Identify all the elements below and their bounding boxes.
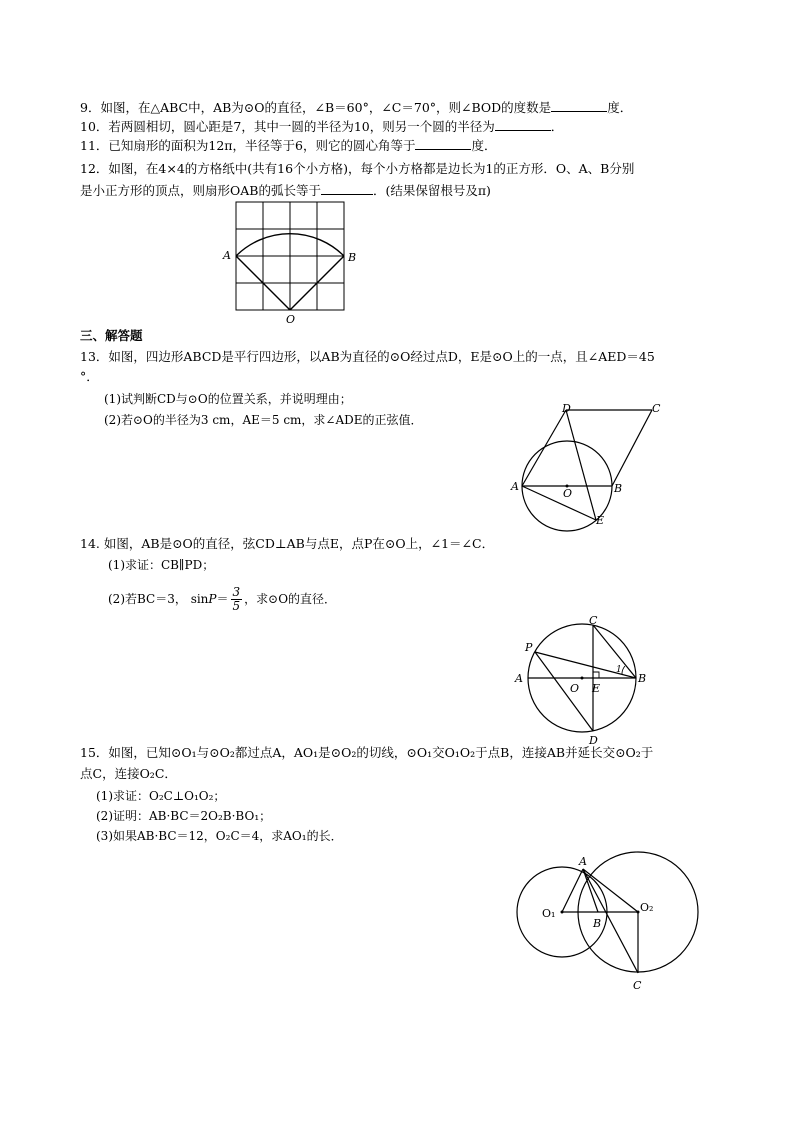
question-14-part-2-text: (2)若BC＝3，	[108, 592, 187, 606]
sin-variable: P	[208, 592, 217, 606]
label-a: A	[579, 855, 587, 868]
fraction-numerator: 3	[232, 585, 241, 599]
label-c: C	[652, 402, 661, 415]
label-c: C	[589, 614, 598, 627]
center-point-o	[581, 677, 584, 680]
label-b: B	[593, 917, 602, 930]
label-o2: O₂	[640, 901, 654, 914]
q12-grid-figure	[220, 196, 360, 326]
question-11-suffix: 度．	[471, 138, 497, 153]
side-cb	[612, 410, 652, 486]
segment-ac	[583, 869, 638, 973]
question-9	[80, 99, 632, 117]
question-15-part-1: (1)求证：O₂C⊥O₁O₂；	[96, 789, 226, 803]
label-c: C	[633, 979, 642, 992]
label-o: O	[570, 682, 580, 695]
question-15-part-2: (2)证明：AB·BC＝2O₂B·BO₁；	[96, 809, 272, 823]
q13-parallelogram-figure	[508, 400, 668, 530]
question-14-part-2-suffix: ，求⊙O的直径．	[244, 592, 337, 606]
segment-ao1	[562, 869, 583, 912]
question-15-part-3: (3)如果AB·BC＝12，O₂C＝4，求AO₁的长．	[96, 829, 343, 843]
label-o1: O₁	[542, 907, 556, 920]
segment-pd	[535, 652, 593, 731]
question-13-part-1: (1)试判断CD与⊙O的位置关系，并说明理由；	[104, 392, 352, 406]
question-13-line-1: 13．如图，四边形ABCD是平行四边形，以AB为直径的⊙O经过点D，E是⊙O上的一点，且∠AED＝45	[80, 349, 655, 364]
answer-blank-10[interactable]	[495, 119, 551, 131]
label-a: A	[223, 249, 231, 262]
answer-blank-11[interactable]	[415, 138, 471, 150]
label-a: A	[515, 672, 523, 685]
right-angle-mark	[593, 672, 599, 678]
question-10	[80, 118, 563, 136]
question-14-part-2	[108, 586, 336, 613]
fraction-three-fifths	[231, 586, 243, 613]
angle-1-arc	[622, 666, 625, 674]
question-9-suffix: 度．	[607, 100, 633, 115]
label-b: B	[348, 251, 357, 264]
equals-sign: ＝	[216, 592, 229, 606]
label-b: B	[638, 672, 647, 685]
question-15-line-2: 点C，连接O₂C．	[80, 766, 177, 781]
question-10-text: 10．若两圆相切，圆心距是7，其中一圆的半径为10，则另一个圆的半径为	[80, 119, 495, 134]
question-15-line-1: 15．如图，已知⊙O₁与⊙O₂都过点A，AO₁是⊙O₂的切线，⊙O₁交O₁O₂于点B，连接AB并延长交⊙O₂于	[80, 745, 654, 760]
question-10-suffix: ．	[550, 119, 564, 134]
question-11-text: 11．已知扇形的面积为12π，半径等于6，则它的圆心角等于	[80, 138, 416, 153]
question-14-line-1: 14. 如图，AB是⊙O的直径，弦CD⊥AB与点E，点P在⊙O上，∠1＝∠C．	[80, 536, 495, 551]
answer-blank-9[interactable]	[551, 100, 607, 112]
center-point-o1	[561, 911, 564, 914]
label-a: A	[511, 480, 519, 493]
question-9-text: 9．如图，在△ABC中，AB为⊙O的直径，∠B＝60°，∠C＝70°，则∠BOD的度数是	[80, 100, 552, 115]
label-b: B	[614, 482, 623, 495]
label-d: D	[589, 734, 598, 747]
q14-circle-figure	[512, 614, 647, 747]
label-angle-1: 1	[616, 665, 622, 675]
label-e: E	[596, 514, 605, 527]
segment-de	[566, 410, 596, 520]
label-e: E	[592, 682, 601, 695]
segment-ao2	[583, 869, 638, 912]
label-d: D	[562, 402, 571, 415]
side-ad	[522, 410, 566, 486]
question-12-line-1: 12．如图，在4×4的方格纸中(共有16个小方格)，每个小方格都是边长为1的正方形．O、A、B分别	[80, 161, 635, 176]
label-p: P	[525, 641, 533, 654]
label-o: O	[563, 487, 573, 500]
question-12-text: 是小正方形的顶点，则扇形OAB的弧长等于	[80, 183, 321, 198]
sin-function: sin	[190, 592, 209, 606]
question-13-part-2: (2)若⊙O的半径为3 cm，AE＝5 cm，求∠ADE的正弦值．	[104, 413, 423, 427]
question-13-line-2: °．	[80, 369, 99, 384]
section-3-heading: 三、解答题	[80, 328, 143, 343]
q15-two-circles-figure	[510, 845, 710, 995]
question-12-suffix: ．(结果保留根号及π)	[372, 183, 491, 198]
label-o: O	[286, 313, 296, 326]
answer-blank-12[interactable]	[321, 183, 373, 195]
fraction-denominator: 5	[232, 599, 241, 613]
question-11	[80, 137, 497, 155]
question-14-part-1: (1)求证：CB∥PD；	[108, 558, 215, 572]
